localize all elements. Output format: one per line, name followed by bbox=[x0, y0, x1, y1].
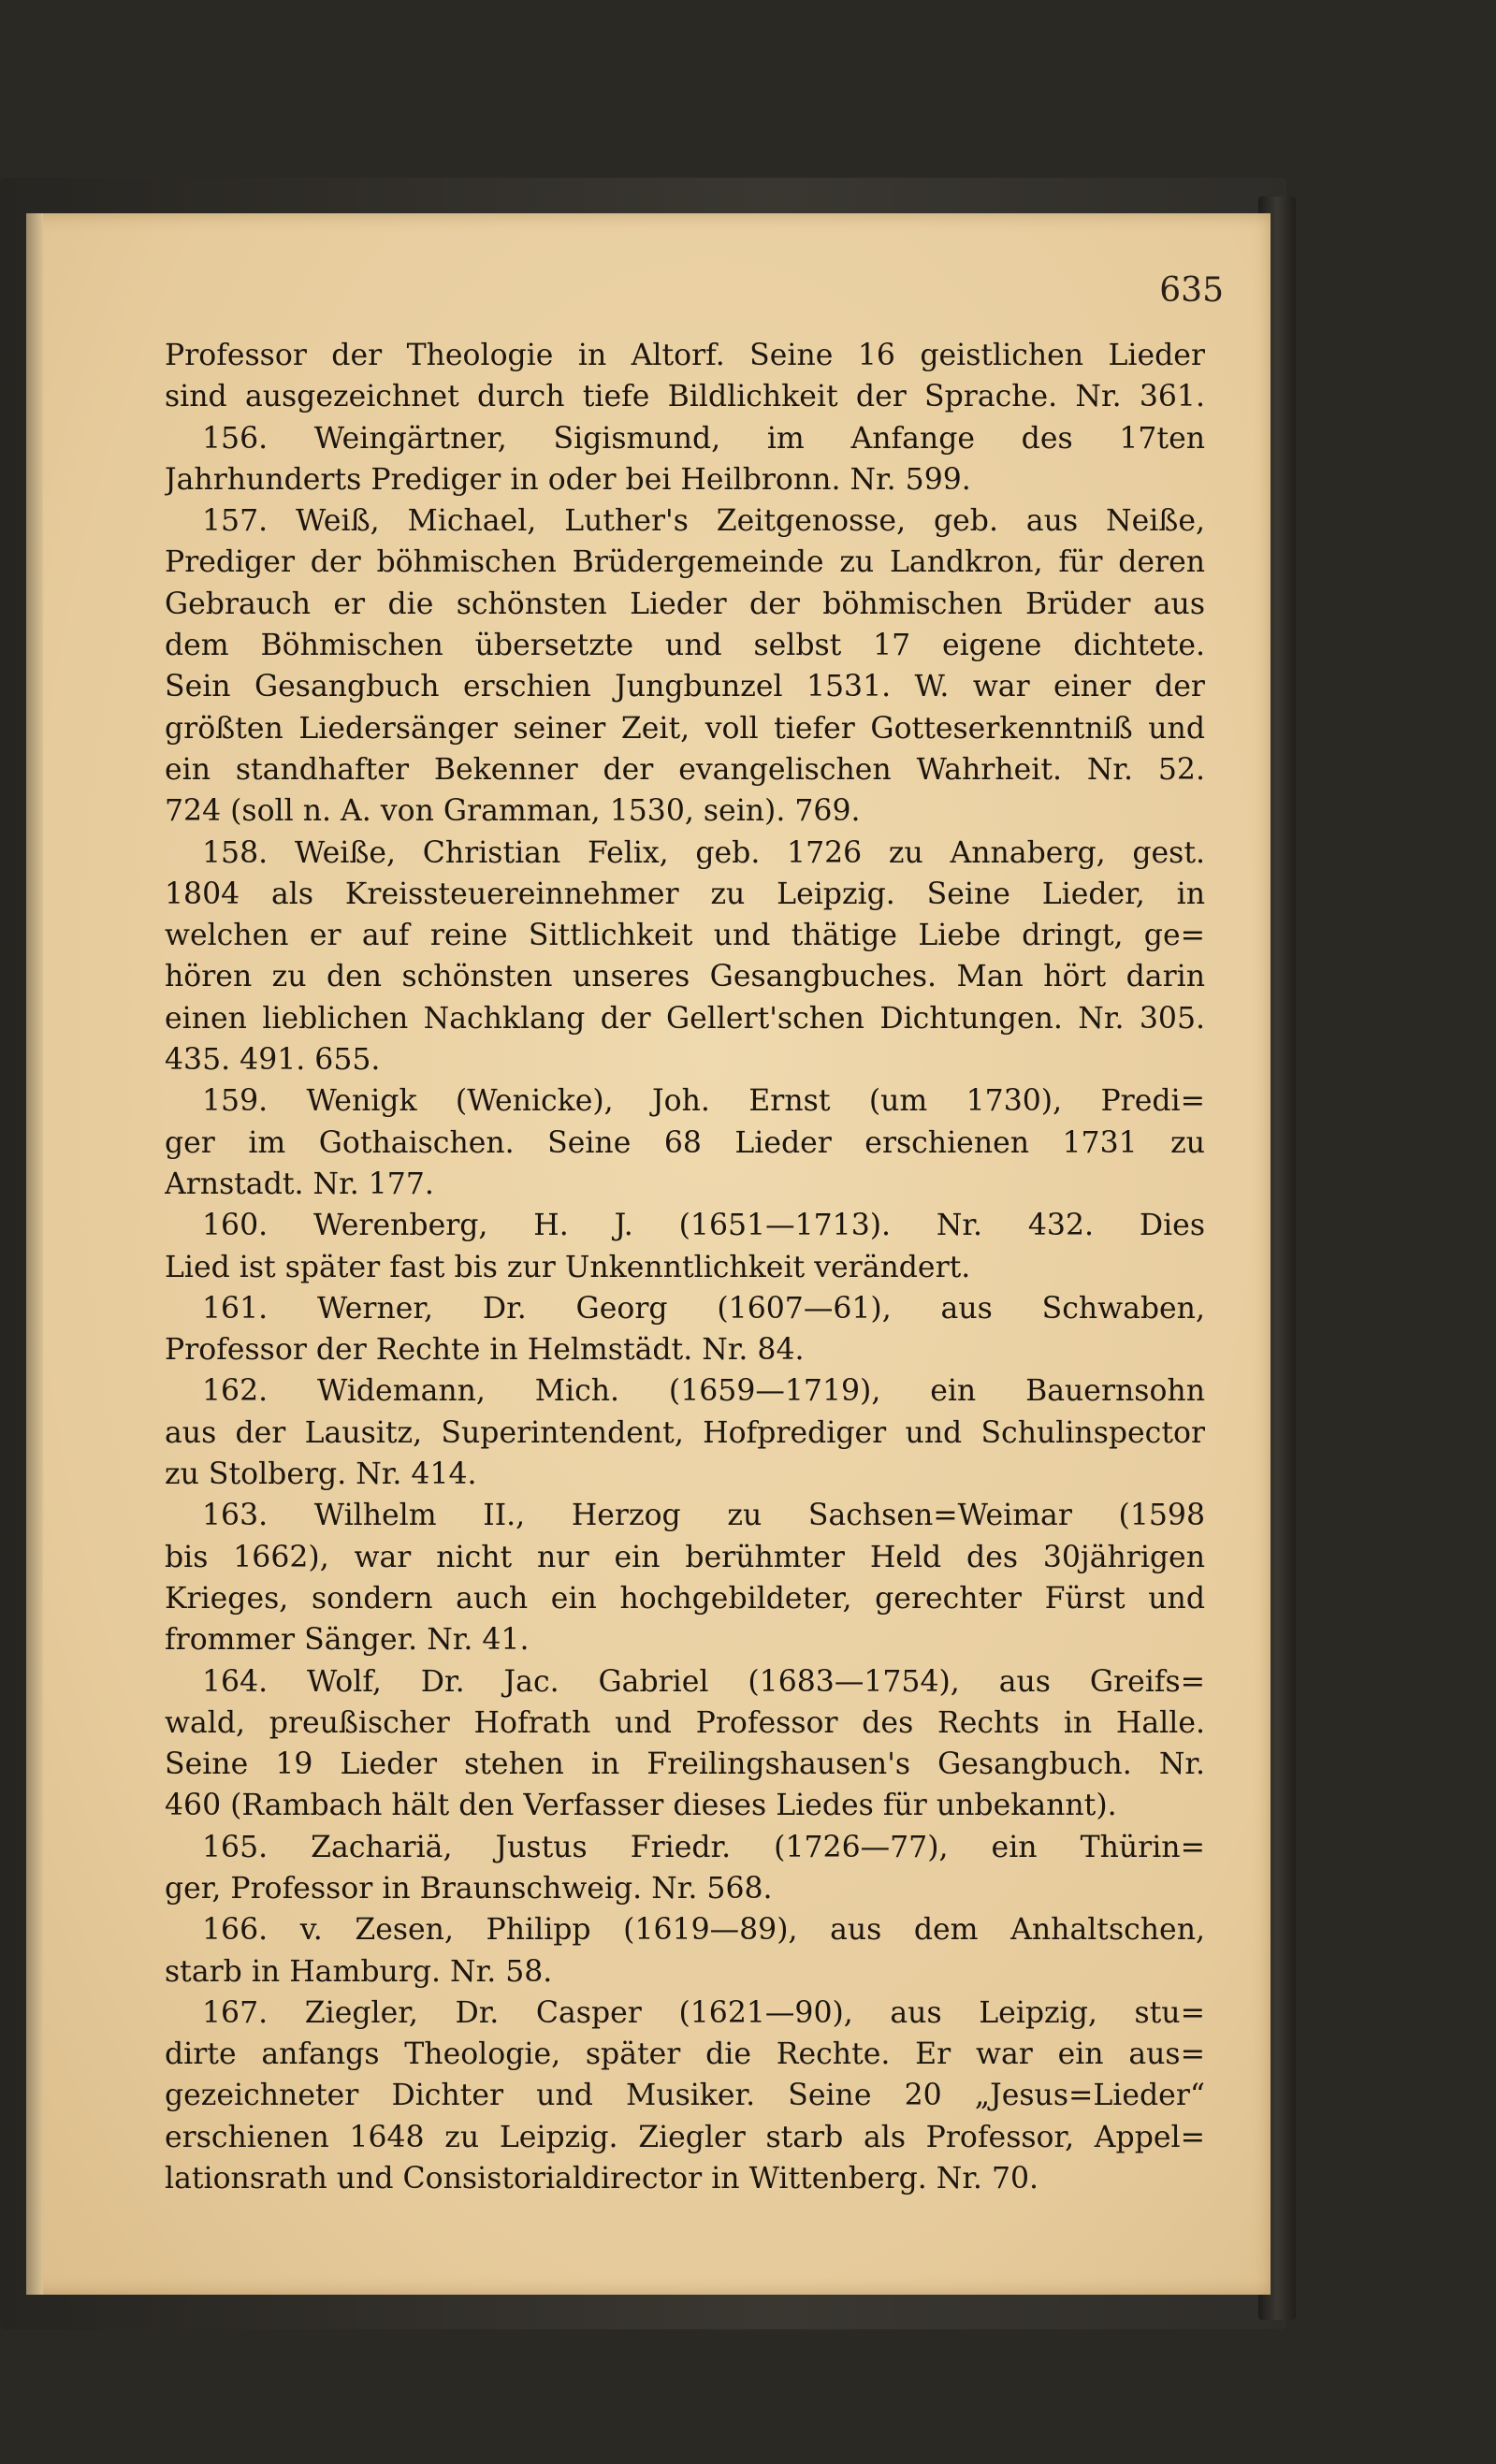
text-line: dem Böhmischen übersetzte und selbst 17 eigene dichtete. bbox=[165, 629, 1205, 663]
text-line: 435. 491. 655. bbox=[165, 1043, 381, 1078]
text-line: 161. Werner, Dr. Georg (1607—61), aus Schwaben, bbox=[202, 1291, 1205, 1326]
text-line: Prediger der böhmischen Brüdergemeinde zu Landkron, für deren bbox=[165, 545, 1205, 580]
text-line: einen lieblichen Nachklang der Gellert'schen Dichtungen. Nr. 305. bbox=[165, 1001, 1205, 1036]
page-gutter bbox=[26, 213, 43, 2295]
text-line: 157. Weiß, Michael, Luther's Zeitgenosse, geb. aus Neiße, bbox=[202, 504, 1205, 539]
text-line: sind ausgezeichnet durch tiefe Bildlichkeit der Sprache. Nr. 361. bbox=[165, 380, 1205, 414]
text-line: gezeichneter Dichter und Musiker. Seine 20 „Jesus=Lieder“ bbox=[165, 2079, 1205, 2113]
text-line: Professor der Rechte in Helmstädt. Nr. 84. bbox=[165, 1333, 805, 1368]
text-line: ein standhafter Bekenner der evangelischen Wahrheit. Nr. 52. bbox=[165, 752, 1205, 787]
text-line: 165. Zachariä, Justus Friedr. (1726—77), ein Thürin= bbox=[202, 1830, 1205, 1864]
page-text bbox=[165, 335, 1205, 2199]
text-line: 724 (soll n. A. von Gramman, 1530, sein). 769. bbox=[165, 794, 861, 829]
text-line: starb in Hamburg. Nr. 58. bbox=[165, 1954, 553, 1989]
text-line: 160. Werenberg, H. J. (1651—1713). Nr. 432. Dies bbox=[202, 1209, 1205, 1243]
text-line: wald, preußischer Hofrath und Professor des Rechts in Halle. bbox=[165, 1705, 1205, 1740]
text-line: 166. v. Zesen, Philipp (1619—89), aus dem Anhaltschen, bbox=[202, 1913, 1205, 1948]
text-line: 460 (Rambach hält den Verfasser dieses Liedes für unbekannt). bbox=[165, 1789, 1117, 1823]
text-line: aus der Lausitz, Superintendent, Hofprediger und Schulinspector bbox=[165, 1415, 1205, 1450]
text-line: Arnstadt. Nr. 177. bbox=[165, 1167, 434, 1201]
text-line: lationsrath und Consistorialdirector in Wittenberg. Nr. 70. bbox=[165, 2162, 1039, 2196]
text-line: dirte anfangs Theologie, später die Rechte. Er war ein aus= bbox=[165, 2037, 1205, 2072]
text-line: 156. Weingärtner, Sigismund, im Anfange des 17ten bbox=[202, 421, 1205, 456]
text-line: ger im Gothaischen. Seine 68 Lieder erschienen 1731 zu bbox=[165, 1125, 1205, 1160]
text-line: 162. Widemann, Mich. (1659—1719), ein Bauernsohn bbox=[202, 1374, 1205, 1409]
text-line: erschienen 1648 zu Leipzig. Ziegler starb als Professor, Appel= bbox=[165, 2120, 1205, 2154]
text-line: hören zu den schönsten unseres Gesangbuches. Man hört darin bbox=[165, 960, 1205, 994]
text-line: Professor der Theologie in Altorf. Seine 16 geistlichen Lieder bbox=[165, 339, 1205, 372]
text-line: frommer Sänger. Nr. 41. bbox=[165, 1623, 530, 1658]
text-line: 164. Wolf, Dr. Jac. Gabriel (1683—1754), aus Greifs= bbox=[202, 1664, 1205, 1699]
text-line: 163. Wilhelm II., Herzog zu Sachsen=Weimar (1598 bbox=[202, 1499, 1205, 1533]
text-line: bis 1662), war nicht nur ein berühmter Held des 30jährigen bbox=[165, 1540, 1205, 1574]
text-line: größten Liedersänger seiner Zeit, voll tiefer Gotteserkenntniß und bbox=[165, 711, 1205, 746]
text-line: zu Stolberg. Nr. 414. bbox=[165, 1457, 477, 1492]
text-line: Seine 19 Lieder stehen in Freilingshausen's Gesangbuch. Nr. bbox=[165, 1747, 1205, 1782]
text-line: 159. Wenigk (Wenicke), Joh. Ernst (um 1730), Predi= bbox=[202, 1084, 1205, 1119]
page-number: 635 bbox=[1159, 271, 1224, 310]
text-line: 1804 als Kreissteuereinnehmer zu Leipzig. Seine Lieder, in bbox=[165, 877, 1205, 911]
text-line: welchen er auf reine Sittlichkeit und thätige Liebe dringt, ge= bbox=[165, 919, 1205, 953]
book-page bbox=[26, 213, 1271, 2295]
text-line: ger, Professor in Braunschweig. Nr. 568. bbox=[165, 1871, 773, 1906]
text-line: 158. Weiße, Christian Felix, geb. 1726 zu Annaberg, gest. bbox=[202, 835, 1205, 870]
text-line: Krieges, sondern auch ein hochgebildeter, gerechter Fürst und bbox=[165, 1581, 1205, 1616]
text-line: Gebrauch er die schönsten Lieder der böhmischen Brüder aus bbox=[165, 587, 1205, 621]
text-line: Jahrhunderts Prediger in oder bei Heilbronn. Nr. 599. bbox=[165, 462, 971, 497]
text-line: Lied ist später fast bis zur Unkenntlichkeit verändert. bbox=[165, 1250, 971, 1284]
text-line: Sein Gesangbuch erschien Jungbunzel 1531. W. war einer der bbox=[165, 670, 1205, 704]
text-line: 167. Ziegler, Dr. Casper (1621—90), aus Leipzig, stu= bbox=[202, 1995, 1205, 2030]
